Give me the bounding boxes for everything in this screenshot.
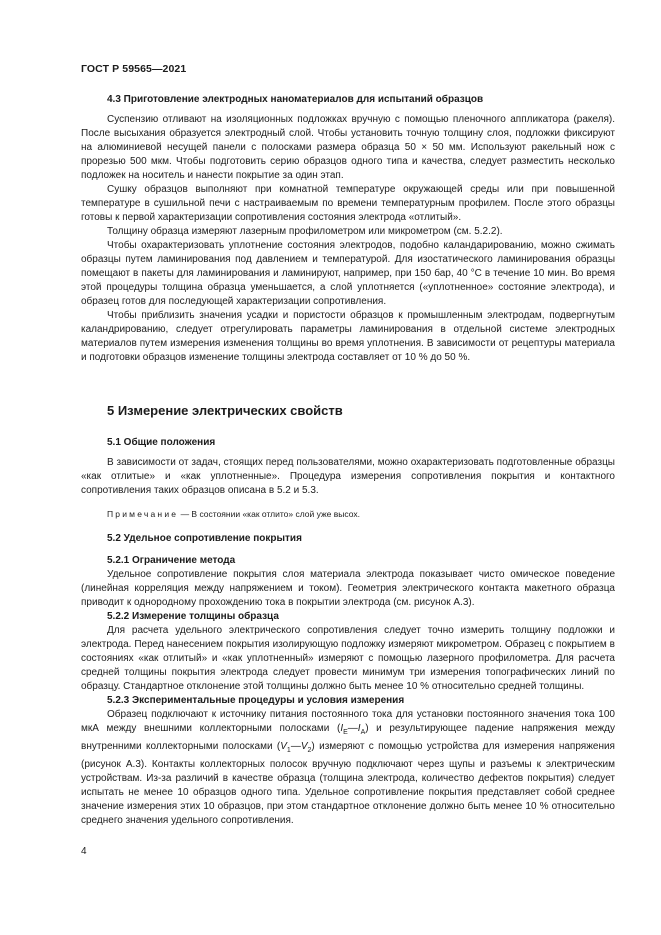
dash-1: — [347,723,358,734]
section-4-3-paragraph-4: Чтобы охарактеризовать уплотнение состояния электродов, подобно каландарированию, можно сжимать образцы путем ламинирования под давлением и температурой. Для изостатического ламинирования образцы помещают в пакеты для ламинирования и ламинируют, например, при 150 бар, 40 °С в течение 10 мин. Во время этой процедуры толщина образца уменьшается, а слой уплотняется («уплотненное» состояние электрода), и образец готов для последующей характеризации сопротивления. [81,240,615,307]
section-5-heading: 5 Измерение электрических свойств [107,403,343,418]
dash-2: — [290,741,301,752]
section-5-1-paragraph-1: В зависимости от задач, стоящих перед пользователями, можно охарактеризовать подготовленные образцы «как отлитые» и «как уплотненные». Процедура измерения сопротивления покрытия и контактного сопротивления таких образцов описана в 5.2 и 5.3. [81,457,615,496]
section-5-1 [81,436,615,520]
p523-text-b: ) и результирующее падение напряжения между внутренними коллекторными полосками ( [81,723,615,752]
note [81,508,615,520]
section-4-3-paragraph-2: Сушку образцов выполняют при комнатной температуре окружающей среды или при повышенной температуре в сушильной печи с настраиваемым по времени температурным профилем. После этого образцы готовы к первой характеризации сопротивления состояния электрода «отлитый». [81,184,615,223]
section-4-3-heading: 4.3 Приготовление электродных наноматериалов для испытаний образцов [107,94,484,105]
section-5-1-heading: 5.1 Общие положения [107,437,216,448]
page-number: 4 [81,846,87,857]
current-subscript-a: A [360,729,366,736]
voltage-symbol-2: V [300,741,308,752]
section-5 [81,403,615,419]
standard-header: ГОСТ Р 59565—2021 [81,63,187,75]
section-5-2-1-paragraph-1: Удельное сопротивление покрытия слоя материала электрода показывает чисто омическое поведение (линейная корреляция между напряжением и током). Геометрия электрического контакта макетного образца приводит к однородному прохождению тока в покрытии электрода (см. рисунок А.3). [81,569,615,608]
section-5-2-1-heading: 5.2.1 Ограничение метода [107,555,236,566]
section-4-3-paragraph-3: Толщину образца измеряют лазерным профилометром или микрометром (см. 5.2.2). [107,226,503,237]
section-5-2-heading: 5.2 Удельное сопротивление покрытия [107,533,302,544]
p523-text-a: Образец подключают к источнику питания постоянного тока для установки постоянного значения тока 100 мкА между внешними коллекторными полосками ( [81,709,615,734]
current-symbol-2: I [357,723,361,734]
section-4-3 [81,93,615,365]
section-4-3-paragraph-5: Чтобы приблизить значения усадки и пористости образцов к промышленным электродам, подвергнутым каландрированию, следует отрегулировать параметры ламинирования в отдельной системе электродных материалов путем измерения изменения толщины во время уплотнения. В зависимости от рецептуры материала и подготовки образцов изменение толщины электрода составляет от 10 % до 50 %. [81,310,615,363]
section-5-2-3-heading: 5.2.3 Экспериментальные процедуры и условия измерения [107,695,405,706]
section-5-2-2-heading: 5.2.2 Измерение толщины образца [107,611,279,622]
section-5-2-3-paragraph-1 [81,708,615,828]
voltage-symbol: V [280,741,287,752]
voltage-subscript-2: 2 [307,747,312,754]
section-5-2-2-paragraph-1: Для расчета удельного электрического сопротивления следует точно измерить толщину подложки и электрода. Перед нанесением покрытия изолирующую подложку измеряют микрометром. Образец с покрытием в состояниях «как отлитый» и «как уплотненный» измеряют с помощью лазерного профилометра. Для расчета средней толщины покрытия электрода следует провести минимум три измерения топографических линий по образцу. Стандартное отклонение этой толщины должно быть менее 10 % относительно средней толщины. [81,625,615,692]
current-symbol: I [340,723,344,734]
section-5-2 [81,532,615,828]
current-subscript-e: E [343,729,348,736]
voltage-subscript-1: 1 [286,747,291,754]
note-label: Примечание [107,509,179,519]
section-4-3-paragraph-1: Суспензию отливают на изоляционных подложках вручную с помощью пленочного аппликатора (ракеля). После высыхания образуется электродный слой. Чтобы установить точную толщину слоя, подложки фиксируют на алюминиевой несущей панели с полосками размера образца 50 × 50 мм. Используют ракельный нож с прорезью 500 мкм. Чтобы подготовить серию образцов одного типа и качества, следует разместить несколько подложек на носитель и нанести покрытие за один этап. [81,114,615,181]
note-text: — В состоянии «как отлито» слой уже высох. [178,509,360,519]
p523-text-c: ) измеряют с помощью устройства для измерения напряжения (рисунок А.3). Контакты коллекторных полосок вручную подключают через щупы и разъемы к электрическим устройствам. Из-за различий в качестве образца (толщина электрода, количество дефектов покрытия) следует испытать не менее 10 образцов одного типа. Удельное сопротивление покрытия представляет собой среднее значение измерения этих 10 образцов, при этом стандартное отклонение должно быть менее 10 % относительно среднего значения удельного сопротивления. [81,741,615,826]
